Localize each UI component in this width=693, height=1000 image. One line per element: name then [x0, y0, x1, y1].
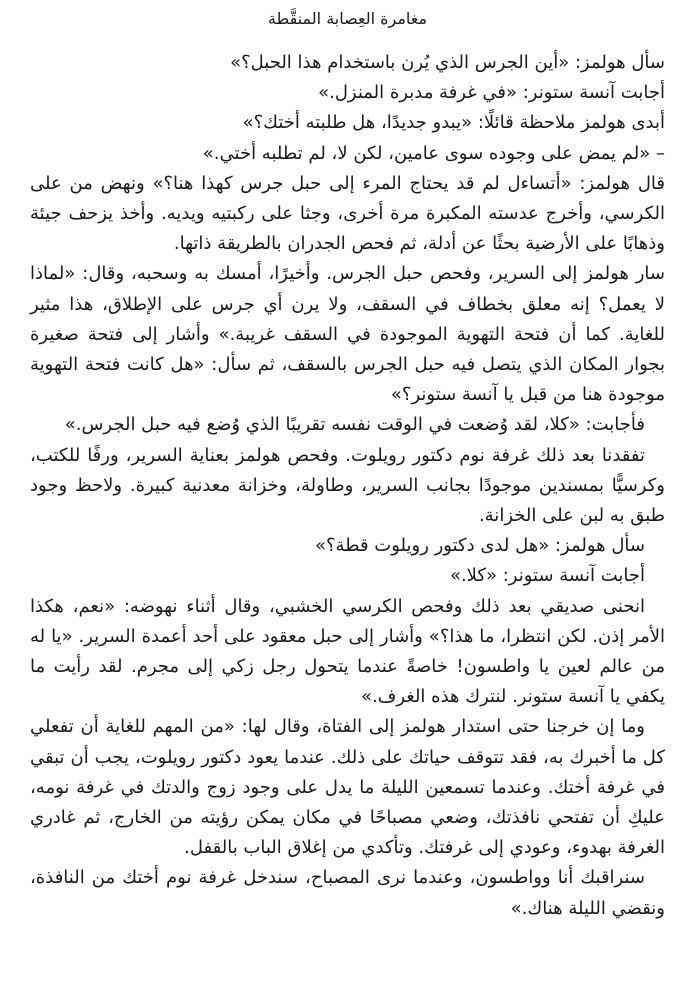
paragraph: أجابت آنسة ستونر: «كلا.» [449, 565, 645, 587]
paragraph: – «لم يمض على وجوده سوى عامين، لكن لا، لم تطلبه أختي.» [202, 142, 665, 164]
paragraph: فأجابت: «كلا، لقد وُضعت في الوقت نفسه تقريبًا الذي وُضع فيه حبل الجرس.» [64, 414, 645, 436]
paragraph: سنراقبك أنا وواطسون، وعندما نرى المصباح، سندخل غرفة نوم أختك من النافذة، ونقضي الليلة هناك.» [30, 867, 665, 919]
paragraph: سأل هولمز: «أين الجرس الذي يُرن باستخدام هذا الحبل؟» [230, 52, 665, 73]
page-title: مغامرة العِصابة المنقَّطة [267, 9, 428, 28]
body-text [30, 48, 665, 924]
paragraph: قال هولمز: «أتساءل لم قد يحتاج المرء إلى حبل جرس كهذا هنا؟» ونهض من على الكرسي، وأخرج عدسته المكبرة مرة أخرى، وجثا على ركبتيه ويديه. وأخذ يزحف جيئة وذهابًا على الأرضية بحثًا عن أدلة، ثم فحص الجدران بالطريقة ذاتها. [30, 172, 665, 255]
paragraph: انحنى صديقي بعد ذلك وفحص الكرسي الخشبي، وقال أثناء نهوضه: «نعم، هكذا الأمر إذن. لكن انتظرا، ما هذا؟» وأشار إلى حبل معقود على أحد أعمدة السرير. «يا له من عالم لعين يا واطسون! خاصةً عندما يتحول رجل زكي إلى مجرم. لقد رأيت ما يكفي يا آنسة ستونر. لنترك هذه الغرف.» [30, 595, 665, 708]
paragraph: سأل هولمز: «هل لدى دكتور رويلوت قطة؟» [314, 535, 645, 557]
paragraph: وما إن خرجنا حتى استدار هولمز إلى الفتاة، وقال لها: «من المهم للغاية أن تفعلي كل ما أخبرك به، فقد تتوقف حياتك على ذلك. عندما يعود دكتور رويلوت، يجب أن تبقي في غرفة أختك. وعندما تسمعين الليلة ما يدل على وجود زوج والدتك في غرفة نومه، عليكِ أن تفتحي نافذتك، وضعي مصباحًا في مكان يمكن رؤيته من الخارج، ثم غادري الغرفة بهدوء، وعودي إلى غرفتك. وتأكدي من إغلاق الباب بالقفل. [30, 716, 665, 859]
paragraph: سار هولمز إلى السرير، وفحص حبل الجرس. وأخيرًا، أمسك به وسحبه، وقال: «لماذا لا يعمل؟ إنه معلق بخطاف في السقف، ولا يرن أي جرس على الإطلاق، هذا مثير للغاية. كما أن فتحة التهوية الموجودة في السقف غريبة.» وأشار إلى فتحة صغيرة بجوار المكان الذي يتصل فيه حبل الجرس بالسقف، ثم سأل: «هل كانت فتحة التهوية موجودة هنا من قبل يا آنسة ستونر؟» [30, 263, 665, 406]
paragraph: أجابت آنسة ستونر: «في غرفة مدبرة المنزل.» [318, 82, 665, 104]
paragraph: أبدى هولمز ملاحظة قائلًا: «يبدو جديدًا، هل طلبته أختك؟» [242, 112, 665, 134]
paragraph: تفقدنا بعد ذلك غرفة نوم دكتور رويلوت. وفحص هولمز بعناية السرير، ورفًا للكتب، وكرسيًّا بمسندين موجودًا بجانب السرير، وطاولة، وخزانة معدنية كبيرة. ولاحظ وجود طبق به لبن على الخزانة. [30, 444, 665, 527]
